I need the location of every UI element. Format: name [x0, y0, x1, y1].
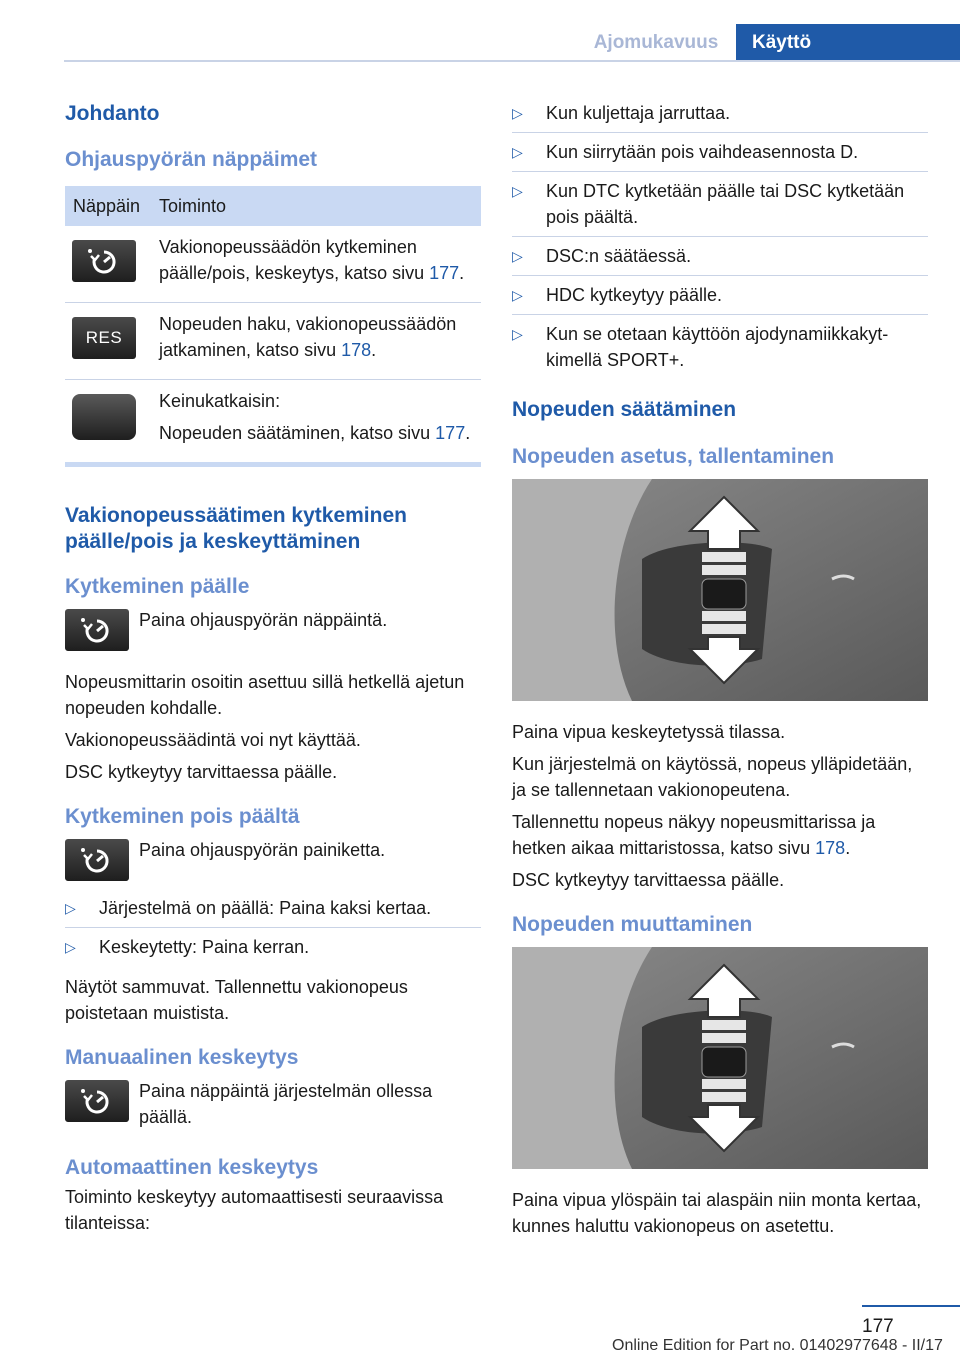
off-icon-text: Paina ohjauspyörän painiketta. — [139, 840, 386, 860]
row3-text: Nopeuden säätäminen, katso sivu — [159, 423, 436, 443]
on-heading: Kytkeminen päälle — [65, 575, 250, 598]
list-item: ▷ Kun kuljettaja jarruttaa. — [512, 100, 928, 133]
on-p3: DSC kytkeytyy tarvittaessa päälle. — [65, 762, 338, 782]
list-item: ▷ Kun se otetaan käyttöön ajodynamiikkakytkimellä SPORT+. — [512, 321, 928, 379]
triangle-bullet-icon: ▷ — [512, 287, 523, 303]
on-p2: Vakionopeussäädintä voi nyt käyttää. — [65, 730, 361, 750]
header-section-tab[interactable]: Ajomukavuus — [593, 32, 719, 53]
page-ref-link[interactable]: 177 — [435, 423, 466, 443]
triangle-bullet-icon: ▷ — [512, 144, 523, 160]
buttons-heading: Ohjauspyörän näppäimet — [65, 148, 318, 171]
manual-heading: Manuaalinen keskeytys — [65, 1046, 299, 1069]
set-p4: DSC kytkeytyy tarvittaessa päälle. — [512, 870, 785, 890]
table-row: Vakionopeussäädön kytkeminen päälle/pois, keskeytys, katso sivu 177. — [65, 226, 481, 303]
triangle-bullet-icon: ▷ — [512, 248, 523, 264]
on-p1: Nopeusmittarin osoitin asettuu sillä hetkellä ajetun nopeuden kohdalle. — [65, 672, 465, 718]
page-ref-link[interactable]: 178 — [341, 340, 372, 360]
triangle-bullet-icon: ▷ — [512, 326, 523, 342]
edition-text: Online Edition for Part no. 01402977648 - II/17 — [612, 1337, 943, 1354]
steering-wheel-rocker-photo — [512, 947, 928, 1169]
list-item: ▷ Kun DTC kytketään päälle tai DSC kytketään pois päältä. — [512, 178, 928, 237]
section-title-cruise-onoff: Vakionopeussäätimen kytkeminen päälle/pois ja keskeyttäminen — [65, 504, 407, 553]
col-func-header: Toiminto — [159, 195, 227, 216]
speed-title: Nopeuden säätäminen — [512, 398, 737, 421]
triangle-bullet-icon: ▷ — [65, 939, 76, 955]
list-item: ▷ Kun siirrytään pois vaihdeasennosta D. — [512, 139, 928, 172]
set-heading: Nopeuden asetus, tallentaminen — [512, 445, 835, 468]
table-header — [65, 186, 481, 226]
cruise-control-icon — [72, 240, 136, 282]
footer-divider — [862, 1305, 960, 1307]
change-heading: Nopeuden muuttaminen — [512, 913, 753, 936]
page-ref-link[interactable]: 177 — [429, 263, 460, 283]
table-row: RES Nopeuden haku, vakionopeussäädön jatkaminen, katso sivu 178. — [65, 303, 481, 380]
triangle-bullet-icon: ▷ — [512, 105, 523, 121]
list-item: ▷ HDC kytkeytyy päälle. — [512, 282, 928, 315]
table-end-bar — [65, 462, 481, 467]
list-item: ▷ Järjestelmä on päällä: Paina kaksi kertaa. — [65, 895, 481, 928]
cruise-control-icon — [65, 1080, 129, 1122]
right-column: ▷ Kun kuljettaja jarruttaa. ▷ Kun siirrytään pois vaihdeasennosta D. ▷ Kun DTC kytketään päälle tai DSC kytketään pois päältä. ▷ DSC:n säätäessä. ▷ HDC kytkeytyy päälle. ▷ Kun se otetaan käyttöön ajodynamiikkakytkimellä SPORT+. Nopeuden säätäminen Nopeuden asetus, tallentaminen Paina vipua keskeytetyssä tilassa. Kun järjestelmä on käytössä, nopeus ylläpidetään, ja se tallennetaan vakionopeutena. Tallennettu nopeus näkyy nopeusmittarissa ja hetken aikaa mittaristossa, katso sivu 178. DSC kytkeytyy tarvittaessa päälle. Nopeuden muuttaminen Paina vipua ylöspäin tai alaspäin niin monta kertaa, kunnes haluttu vakionopeus on asetettu. — [512, 100, 928, 1245]
chapter-title: Johdanto — [65, 102, 160, 125]
set-p2: Kun järjestelmä on käytössä, nopeus ylläpidetään, ja se tallennetaan vakionopeutena. — [512, 754, 913, 800]
auto-p1: Toiminto keskeytyy automaattisesti seuraavissa tilanteissa: — [65, 1187, 444, 1233]
off-icon-paragraph — [65, 837, 481, 881]
table-row: Keinukatkaisin: Nopeuden säätäminen, katso sivu 177. — [65, 380, 481, 462]
manual-icon-text: Paina näppäintä järjestelmän ollessa päällä. — [139, 1081, 433, 1127]
change-p1: Paina vipua ylöspäin tai alaspäin niin monta kertaa, kunnes haluttu vakionopeus on asetettu. — [512, 1190, 922, 1236]
triangle-bullet-icon: ▷ — [512, 183, 523, 199]
page-ref-link[interactable]: 178 — [815, 838, 846, 858]
row3-line1: Keinukatkaisin: — [159, 391, 281, 411]
res-button-icon: RES — [72, 317, 136, 359]
manual-icon-paragraph — [65, 1078, 481, 1130]
auto-list — [512, 100, 928, 379]
list-item: ▷ Keskeytetty: Paina kerran. — [65, 934, 481, 966]
on-icon-paragraph — [65, 607, 481, 651]
auto-heading: Automaattinen keskeytys — [65, 1156, 319, 1179]
row1-text: Vakionopeussäädön kytkeminen päälle/pois, keskeytys, katso sivu — [159, 237, 430, 283]
cruise-control-icon — [65, 839, 129, 881]
row2-text: Nopeuden haku, vakionopeussäädön jatkaminen, katso sivu — [159, 314, 457, 360]
triangle-bullet-icon: ▷ — [65, 900, 76, 916]
left-column — [65, 100, 481, 1242]
buttons-table — [65, 186, 481, 467]
col-key-header: Näppäin — [73, 195, 141, 216]
steering-wheel-rocker-photo — [512, 479, 928, 701]
set-p1: Paina vipua keskeytetyssä tilassa. — [512, 722, 786, 742]
off-p1: Näytöt sammuvat. Tallennettu vakionopeus poistetaan muistista. — [65, 977, 408, 1023]
header-divider — [64, 60, 960, 62]
off-heading: Kytkeminen pois päältä — [65, 805, 300, 828]
rocker-switch-icon — [72, 394, 136, 440]
cruise-control-icon — [65, 609, 129, 651]
set-p3: Tallennettu nopeus näkyy nopeusmittarissa ja hetken aikaa mittaristossa, katso sivu — [512, 812, 876, 858]
list-item: ▷ DSC:n säätäessä. — [512, 243, 928, 276]
header-chapter-tab[interactable]: Käyttö — [736, 24, 960, 62]
page-number: 177 — [862, 1316, 894, 1337]
on-icon-text: Paina ohjauspyörän näppäintä. — [139, 610, 388, 630]
off-list — [65, 895, 481, 966]
